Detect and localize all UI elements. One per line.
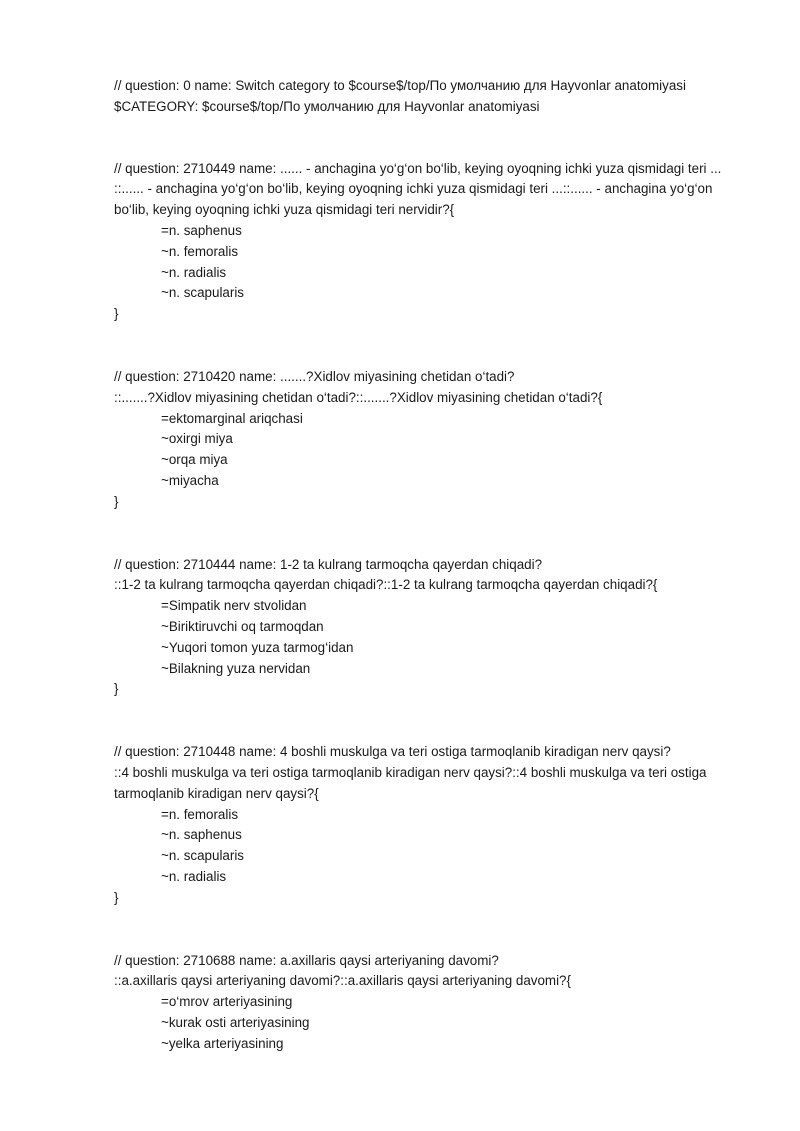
answer-option: =o‘mrov arteriyasining <box>161 994 293 1010</box>
question-text: ::4 boshli muskulga va teri ostiga tarmoqlanib kiradigan nerv qaysi?::4 boshli muskulga va teri ostiga tarmoqlanib kiradigan nerv qaysi?{ <box>114 764 707 801</box>
answer-option: ~orqa miya <box>161 452 228 468</box>
question-block <box>114 367 734 513</box>
answer-option: ~yelka arteriyasining <box>161 1035 284 1051</box>
question-comment: // question: 2710688 name: a.axillaris qaysi arteriyaning davomi? <box>114 952 499 968</box>
answer-option: =n. femoralis <box>161 806 239 822</box>
category-line: $CATEGORY: $course$/top/По умолчанию для Hayvonlar anatomiyasi <box>114 98 540 114</box>
closing-brace: } <box>114 889 119 905</box>
question-comment: // question: 2710448 name: 4 boshli muskulga va teri ostiga tarmoqlanib kiradigan nerv qaysi? <box>114 744 671 760</box>
question-text: ::1-2 ta kulrang tarmoqcha qayerdan chiqadi?::1-2 ta kulrang tarmoqcha qayerdan chiqadi?{ <box>114 577 658 593</box>
question-text: ::.......?Xidlov miyasining chetidan o‘tadi?::.......?Xidlov miyasining chetidan o‘tadi?{ <box>114 389 603 405</box>
question-text: ::a.axillaris qaysi arteriyaning davomi?::a.axillaris qaysi arteriyaning davomi?{ <box>114 973 571 989</box>
answer-option: ~n. saphenus <box>161 827 242 843</box>
answer-option: ~n. scapularis <box>161 848 244 864</box>
answer-option: ~miyacha <box>161 472 219 488</box>
answer-option: ~n. radialis <box>161 264 227 280</box>
answer-option: ~oxirgi miya <box>161 431 233 447</box>
answer-option: =n. saphenus <box>161 222 242 238</box>
answer-option: =Simpatik nerv stvolidan <box>161 598 307 614</box>
answer-option: ~n. femoralis <box>161 243 239 259</box>
question-text: ::...... - anchagina yo‘g‘on bo‘lib, keying oyoqning ichki yuza qismidagi teri ...::...... - anchagina yo‘g‘on bo‘lib, keying oyoqning ichki yuza qismidagi teri nervidir?{ <box>114 181 713 218</box>
document-page <box>114 76 734 1096</box>
answer-option: ~n. radialis <box>161 868 227 884</box>
closing-brace: } <box>114 681 119 697</box>
answer-option: ~kurak osti arteriyasining <box>161 1014 310 1030</box>
question-block <box>114 159 734 325</box>
answer-option: ~Yuqori tomon yuza tarmog‘idan <box>161 639 354 655</box>
question-comment: // question: 2710420 name: .......?Xidlov miyasining chetidan o‘tadi? <box>114 368 515 384</box>
question-comment: // question: 2710444 name: 1-2 ta kulrang tarmoqcha qayerdan chiqadi? <box>114 556 543 572</box>
category-block <box>114 76 734 118</box>
answer-option: =ektomarginal ariqchasi <box>161 410 303 426</box>
closing-brace: } <box>114 306 119 322</box>
closing-brace: } <box>114 493 119 509</box>
question-comment: // question: 2710449 name: ...... - anchagina yo‘g‘on bo‘lib, keying oyoqning ichki yuza qismidagi teri ... <box>114 160 722 176</box>
question-block <box>114 742 734 908</box>
category-comment: // question: 0 name: Switch category to $course$/top/По умолчанию для Hayvonlar anatomiyasi <box>114 78 686 93</box>
answer-option: ~Bilakning yuza nervidan <box>161 660 311 676</box>
answer-option: ~Biriktiruvchi oq tarmoqdan <box>161 618 324 634</box>
question-block <box>114 951 734 1055</box>
question-block <box>114 555 734 701</box>
answer-option: ~n. scapularis <box>161 285 244 301</box>
